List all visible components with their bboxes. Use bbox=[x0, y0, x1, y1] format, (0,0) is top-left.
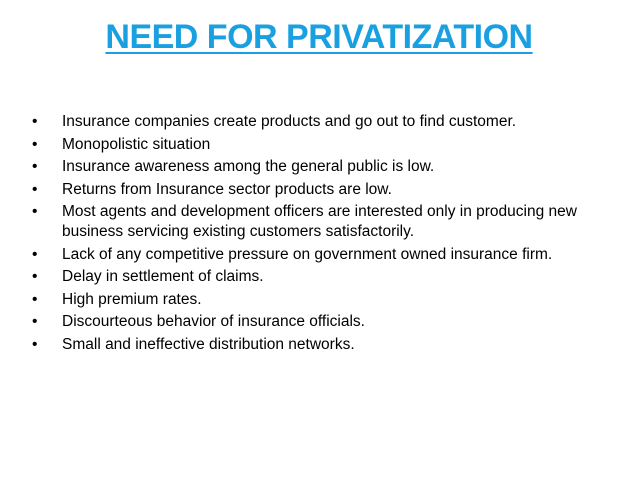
bullet-item bbox=[32, 135, 622, 155]
bullet-item bbox=[32, 290, 622, 310]
bullet-icon: • bbox=[32, 313, 38, 330]
bullet-icon: • bbox=[32, 135, 38, 153]
bullet-item bbox=[32, 312, 622, 332]
bullet-item bbox=[32, 180, 622, 200]
bullet-text: Small and ineffective distribution networks. bbox=[62, 335, 355, 353]
bullet-item bbox=[32, 157, 622, 177]
bullet-icon: • bbox=[32, 245, 38, 263]
bullet-item bbox=[32, 112, 622, 132]
bullet-icon: • bbox=[32, 158, 38, 175]
bullet-item bbox=[32, 202, 622, 242]
bullet-icon: • bbox=[32, 113, 38, 130]
bullet-item bbox=[32, 267, 622, 287]
bullet-text: Returns from Insurance sector products are low. bbox=[62, 180, 392, 198]
bullet-text: High premium rates. bbox=[62, 290, 202, 308]
bullet-text: Discourteous behavior of insurance officials. bbox=[62, 313, 365, 330]
bullet-text: Most agents and development officers are interested only in producing new business servicing existing customers satisfactorily. bbox=[62, 203, 577, 240]
bullet-icon: • bbox=[32, 268, 38, 285]
bullet-item bbox=[32, 335, 622, 355]
bullet-text: Delay in settlement of claims. bbox=[62, 268, 264, 285]
bullet-text: Insurance companies create products and go out to find customer. bbox=[62, 113, 517, 130]
bullet-text: Lack of any competitive pressure on government owned insurance firm. bbox=[62, 245, 553, 263]
bullet-list bbox=[32, 112, 622, 357]
bullet-item bbox=[32, 245, 622, 265]
bullet-text: Monopolistic situation bbox=[62, 135, 211, 153]
bullet-icon: • bbox=[32, 290, 38, 308]
slide-title: NEED FOR PRIVATIZATION bbox=[105, 18, 533, 56]
bullet-icon: • bbox=[32, 203, 38, 220]
bullet-icon: • bbox=[32, 335, 38, 353]
bullet-text: Insurance awareness among the general public is low. bbox=[62, 158, 435, 175]
bullet-icon: • bbox=[32, 180, 38, 198]
